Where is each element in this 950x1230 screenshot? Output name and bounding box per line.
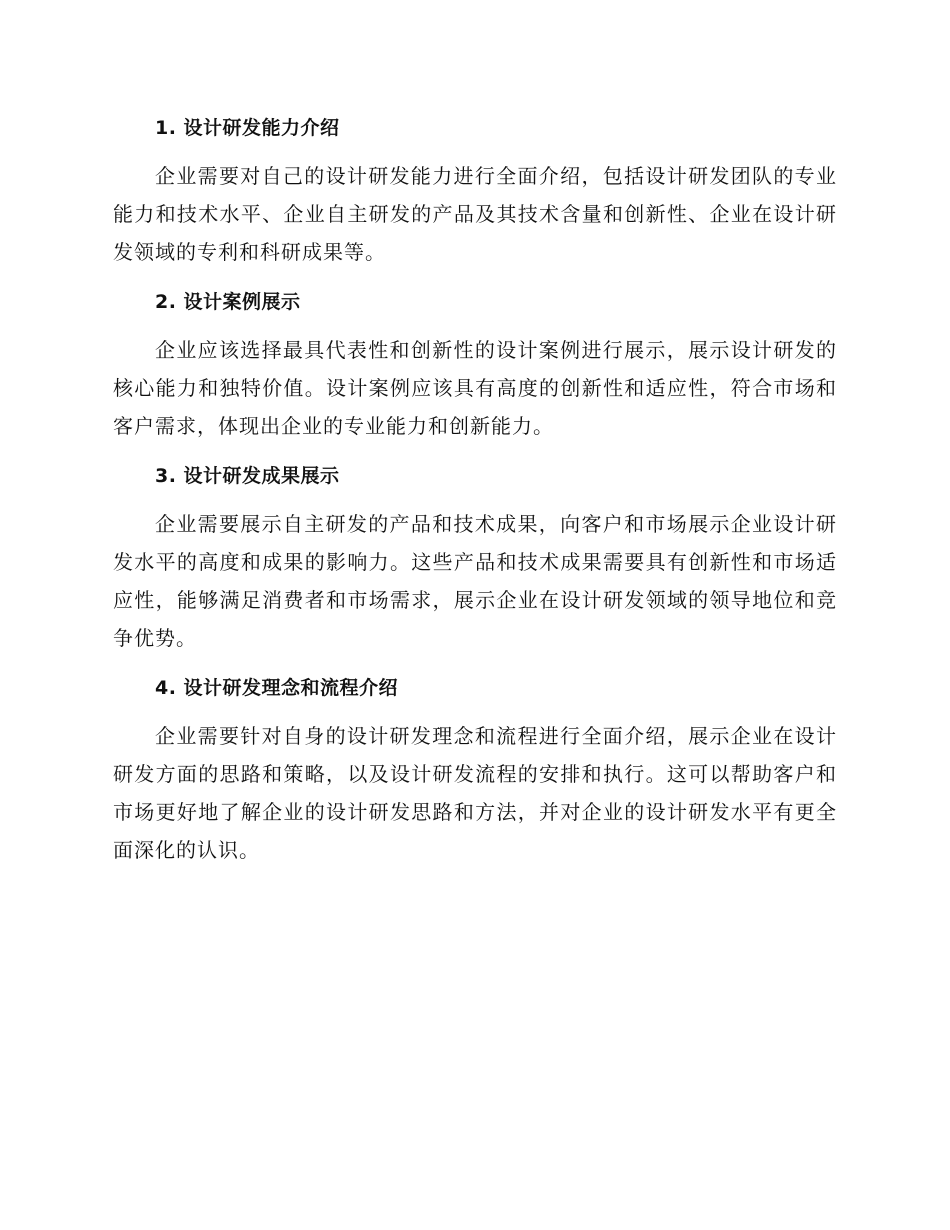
section-paragraph: 企业需要展示自主研发的产品和技术成果，向客户和市场展示企业设计研发水平的高度和成果的影响力。这些产品和技术成果需要具有创新性和市场适应性，能够满足消费者和市场需求，展示企业在设计研发领域的领导地位和竞争优势。 (113, 512, 837, 650)
section-design-case-showcase (113, 287, 837, 445)
section-rd-results-showcase (113, 461, 837, 657)
section-heading: 2. 设计案例展示 (155, 291, 301, 313)
section-heading: 1. 设计研发能力介绍 (155, 117, 340, 139)
section-paragraph: 企业需要对自己的设计研发能力进行全面介绍，包括设计研发团队的专业能力和技术水平、企业自主研发的产品及其技术含量和创新性、企业在设计研发领域的专利和科研成果等。 (113, 164, 837, 264)
section-heading: 4. 设计研发理念和流程介绍 (155, 677, 399, 699)
section-heading: 3. 设计研发成果展示 (155, 465, 340, 487)
section-paragraph: 企业需要针对自身的设计研发理念和流程进行全面介绍，展示企业在设计研发方面的思路和策略，以及设计研发流程的安排和执行。这可以帮助客户和市场更好地了解企业的设计研发思路和方法，并对企业的设计研发水平有更全面深化的认识。 (113, 724, 837, 862)
section-design-rd-capability (113, 113, 837, 271)
section-rd-philosophy-process (113, 673, 837, 869)
section-paragraph: 企业应该选择最具代表性和创新性的设计案例进行展示，展示设计研发的核心能力和独特价值。设计案例应该具有高度的创新性和适应性，符合市场和客户需求，体现出企业的专业能力和创新能力。 (113, 338, 837, 438)
